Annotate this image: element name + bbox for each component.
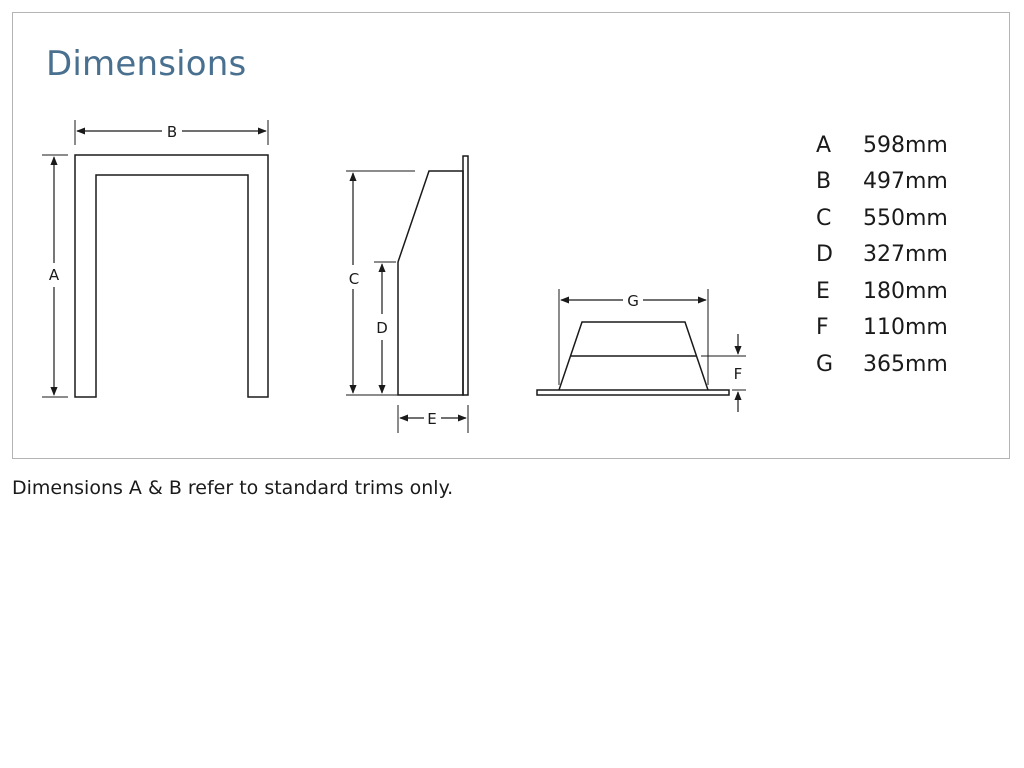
- dim-label-c: C: [348, 270, 360, 288]
- dim-label-e: E: [427, 410, 437, 428]
- side-body-outline: [398, 171, 463, 395]
- dim-label-f: F: [733, 365, 743, 383]
- legend-value: 110mm: [863, 315, 948, 341]
- dim-label-a: A: [48, 266, 60, 284]
- legend-key: F: [816, 315, 829, 341]
- legend-value: 550mm: [863, 205, 948, 231]
- legend-row-b: [816, 164, 948, 201]
- side-back-plate: [463, 156, 468, 395]
- legend-value: 327mm: [863, 242, 948, 268]
- legend-key: C: [816, 205, 832, 231]
- legend-key: D: [816, 242, 833, 268]
- legend-key: G: [816, 351, 834, 377]
- legend-row-c: [816, 200, 948, 237]
- dim-label-b: B: [166, 123, 178, 141]
- footnote: Dimensions A & B refer to standard trims only.: [12, 477, 454, 499]
- legend-value: 365mm: [863, 351, 948, 377]
- dimensions-legend: [816, 127, 948, 383]
- front-frame-outline: [75, 155, 268, 397]
- legend-row-a: [816, 127, 948, 164]
- dim-label-g: G: [627, 292, 639, 310]
- legend-row-d: [816, 237, 948, 274]
- legend-row-f: [816, 310, 948, 347]
- dim-label-d: D: [376, 319, 388, 337]
- legend-value: 497mm: [863, 169, 948, 195]
- legend-key: E: [816, 278, 830, 304]
- side-view-drawing: [346, 156, 468, 433]
- legend-value: 598mm: [863, 132, 948, 158]
- plan-view-drawing: [537, 289, 746, 412]
- legend-value: 180mm: [863, 278, 948, 304]
- legend-key: A: [816, 132, 832, 158]
- page-title: Dimensions: [46, 44, 247, 84]
- plan-base-plate: [537, 390, 729, 395]
- legend-row-e: [816, 273, 948, 310]
- legend-key: B: [816, 169, 832, 195]
- front-view-drawing: [42, 120, 268, 397]
- legend-row-g: [816, 346, 948, 383]
